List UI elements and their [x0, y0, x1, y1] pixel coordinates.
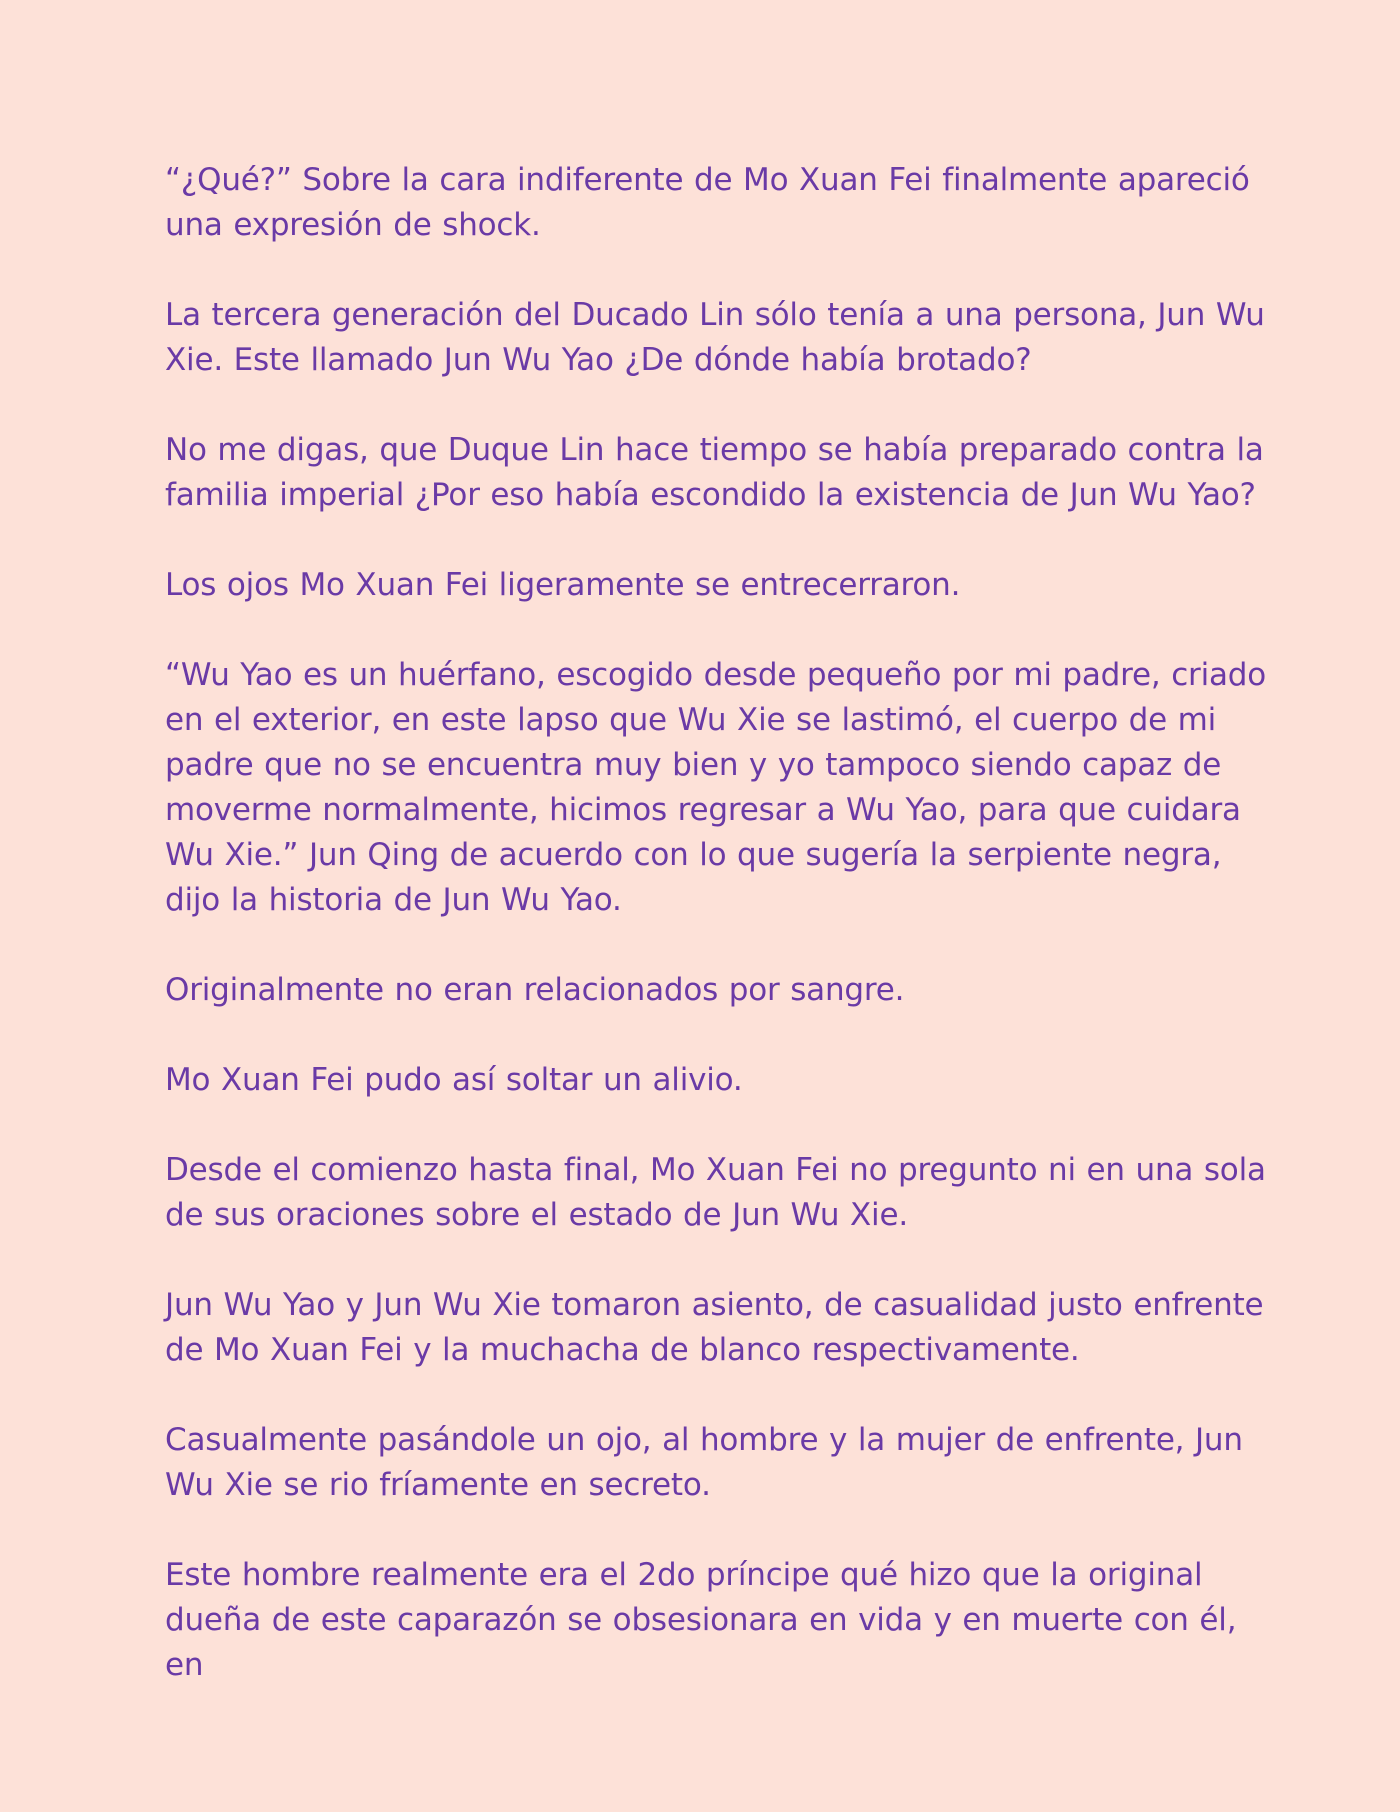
- paragraph-8: Desde el comienzo hasta final, Mo Xuan Fei no pregunto ni en una sola de sus oraciones sobre el estado de Jun Wu Xie.: [165, 1152, 1266, 1233]
- paragraph-5: “Wu Yao es un huérfano, escogido desde pequeño por mi padre, criado en el exterior, en este lapso que Wu Xie se lastimó, el cuerpo de mi padre que no se encuentra muy bien y yo tampoco siendo capaz de moverme normalmente, hicimos regresar a Wu Yao, para que cuidara Wu Xie.” Jun Qing de acuerdo con lo que sugería la serpiente negra, dijo la historia de Jun Wu Yao.: [165, 657, 1267, 918]
- paragraph-6: Originalmente no eran relacionados por sangre.: [165, 972, 905, 1008]
- paragraph-7: Mo Xuan Fei pudo así soltar un alivio.: [165, 1062, 743, 1098]
- paragraph-11: Este hombre realmente era el 2do príncipe qué hizo que la original dueña de este caparazón se obsesionara en vida y en muerte con él, en: [165, 1557, 1237, 1683]
- paragraph-1: “¿Qué?” Sobre la cara indiferente de Mo Xuan Fei finalmente apareció una expresión de shock.: [165, 162, 1250, 243]
- paragraph-4: Los ojos Mo Xuan Fei ligeramente se entrecerraron.: [165, 567, 961, 603]
- paragraph-9: Jun Wu Yao y Jun Wu Xie tomaron asiento, de casualidad justo enfrente de Mo Xuan Fei y la muchacha de blanco respectivamente.: [165, 1287, 1264, 1368]
- paragraph-2: La tercera generación del Ducado Lin sólo tenía a una persona, Jun Wu Xie. Este llamado Jun Wu Yao ¿De dónde había brotado?: [165, 297, 1265, 378]
- paragraph-10: Casualmente pasándole un ojo, al hombre y la mujer de enfrente, Jun Wu Xie se rio fríamente en secreto.: [165, 1422, 1243, 1503]
- paragraph-3: No me digas, que Duque Lin hace tiempo se había preparado contra la familia imperial ¿Por eso había escondido la existencia de Jun Wu Yao?: [165, 432, 1264, 513]
